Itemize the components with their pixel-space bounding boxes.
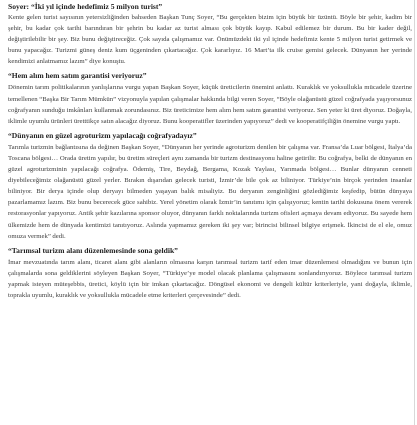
speaker-label: Soyer: [8,2,30,11]
section-heading: “Dünyanın en güzel agroturizm yapılacağı coğrafyadayız” [8,130,197,140]
subtitle-quote: “İki yıl içinde hedefimiz 5 milyon turist” [31,2,163,11]
column-divider [414,0,415,425]
section-paragraph: Tarımla turizmin bağlantısına da değinen Başkan Soyer, “Dünyanın her yerinde agroturizm denilen bir çalışma var. Fransa’da Luar bölgesi, İtalya’da Toscana bölgesi… Orada üretim yapılır, bu üretim süreçleri aynı zamanda bir turizm destinasyonu haline getirilir. Bu coğrafya, belki de dünyanın en güzel agroturizminin yapılacağı coğrafya. Ödemiş, Tire, Beydağ, Bergama, Kozak Yaylası, Yarımada bölgesi… Bunlar dünyanın cenneti diyebileceğimiz olağanüstü güzel yerler. Bırakın dışarıdan gelecek turisti, İzmir’de bile çok az biliniyor. Türkiye’nin birçok yerinden insanlar biliniyor. Bir derya içinde olup deryayı bilmeden yaşayan balık misaliyiz. Bu deryanın zenginliğini gözlediğimiz keşfedip, bütün dünyaya pazarlamamız lazım. Biz bunu becerecek güce sahibiz. Yerel yönetim olarak İzmir’in tanıtımı için çalışıyoruz; kentin tarihi dokusuna önem vererek restorasyonlar yapıyoruz. Antik şehir kazılarına sponsor oluyor, dünyanın farklı noktalarında turizm ofisleri açmaya devam ediyoruz. Bu sayede hem ülkemizde hem de dünyada kentimizi tanıtıyoruz. Aslında yapmamız gereken iki şey var; birincisi bilinsel bilgiye erişmek. İkincisi de el ele, omuz omuza vermek” dedi. [8,143,412,240]
section-paragraph: İmar mevzuatında tarım alanı, ticaret alanı gibi alanların olmasına karşın tarımsal turizm tarif eden imar düzenlemesi olmadığını ve bunun için çalışmalarda sona geldiklerini söyleyen Başkan Soyer, “Türkiye’ye model olacak planlama çalışmasını sonlandırıyoruz. Böylece tarımsal turizm yapmak isteyen müteşebbis, üretici, köylü için bir imkan çıkartacağız. Döngüsel ekonomi ve dengeli kültür kriterleriyle, yani doğayla, iklimle, toprakla uyumlu, kuraklık ve yoksullukla mücadele etme kriterleri çerçevesinde” dedi. [8,258,412,299]
subtitle [8,1,412,12]
section-heading: “Hem alım hem satım garantisi veriyoruz” [8,71,147,81]
intro-paragraph: Kente gelen turist sayısının yetersizliğinden bahseden Başkan Tunç Soyer, “Bu gerçekten bizim için büyük bir üzüntü. Böyle bir şehir, kadim bir şehir, bu kadar çok tarihi barındıran bir şehrin bu kadar az turist alması çok büyük kayıp. Kabul edilemez bir durum. Bu bir kader değil, değiştirilebilir bir şey. Biz bunu değiştireceğiz. Çok sayıda çalışmamız var. Önümüzdeki iki yıl içinde hedefimiz kente 5 milyon turist getirmek ve bunu yapacağız. Turizmi güneş deniz kum üçgeninden çıkartacağız. Çok kararlıyız. 16 Mart’ta ilk cruise gemisi gelecek. Dünyanın her yerinde kendimizi anlatmamız lazım” diye konuştu. [8,14,412,66]
section-paragraph: Dönemin tarım politikalarının yanlışlarına vurgu yapan Başkan Soyer, küçük üreticilerin önemini anlattı. Kuraklık ve yoksullukla mücadele üzerine temellenen “Başka Bir Tarım Mümkün” vizyonuyla yapılan çalışmalar hakkında bilgi veren Soyer, “Böyle olağanüstü güzel coğrafyada yaşıyorsunuz coğrafyanın sunduğu imkânları kullanmak zorundasınız. Biz üreticimize hem alım hem satım garantisi veriyoruz. Sen yeter ki üret diyoruz. Doğayla, iklimle uyumlu ürünleri üretttikçe satın alacağız diyoruz. Bunu kooperatifler üzerinden yapıyoruz” dedi ve kooperatifçiliğin önemine vurgu yaptı. [8,84,412,125]
section-heading: “Tarımsal turizm alanı düzenlemesinde sona geldik” [8,245,178,255]
